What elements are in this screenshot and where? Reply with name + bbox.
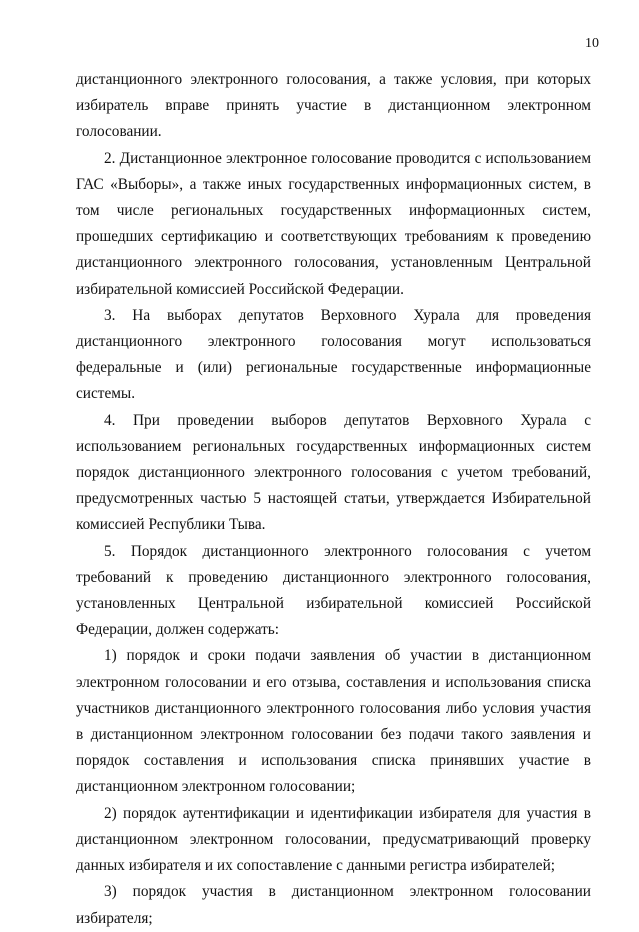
paragraph-item-5: 5. Порядок дистанционного электронного голосования с учетом требований к проведению дистанционного электронного голосования, установленных Центральной избирательной комиссией Российской Федерации, должен содержать: — [76, 542, 591, 639]
page-number: 10 — [585, 36, 599, 51]
document-body — [76, 67, 591, 932]
subitem-2: 2) порядок аутентификации и идентификации избирателя для участия в дистанционном электронном голосовании, предусматривающий проверку данных избирателя и их сопоставление с данными регистра избирателей; — [76, 804, 591, 875]
paragraph-item-3: 3. На выборах депутатов Верховного Хурала для проведения дистанционного электронного голосования могут использоваться федеральные и (или) региональные государственные информационные системы. — [76, 306, 591, 403]
paragraph-continuation: дистанционного электронного голосования, а также условия, при которых избиратель вправе принять участие в дистанционном электронном голосовании. — [76, 71, 591, 141]
subitem-3: 3) порядок участия в дистанционном электронном голосовании избирателя; — [76, 883, 591, 927]
paragraph-item-4: 4. При проведении выборов депутатов Верховного Хурала с использованием региональных государственных информационных систем порядок дистанционного электронного голосования с учетом требований, предусмотренных частью 5 настоящей статьи, утверждается Избирательной комиссией Республики Тыва. — [76, 411, 591, 534]
paragraph-item-2: 2. Дистанционное электронное голосование проводится с использованием ГАС «Выборы», а также иных государственных информационных систем, в том числе региональных государственных информационных систем, прошедших сертификацию и соответствующих требованиям к проведению дистанционного электронного голосования, установленным Центральной избирательной комиссией Российской Федерации. — [76, 149, 591, 298]
subitem-1: 1) порядок и сроки подачи заявления об участии в дистанционном электронном голосовании и его отзыва, составления и использования списка участников дистанционного электронного голосования либо условия участия в дистанционном электронном голосовании без подачи такого заявления и порядок составления и использования списка принявших участие в дистанционном электронном голосовании; — [76, 647, 591, 796]
